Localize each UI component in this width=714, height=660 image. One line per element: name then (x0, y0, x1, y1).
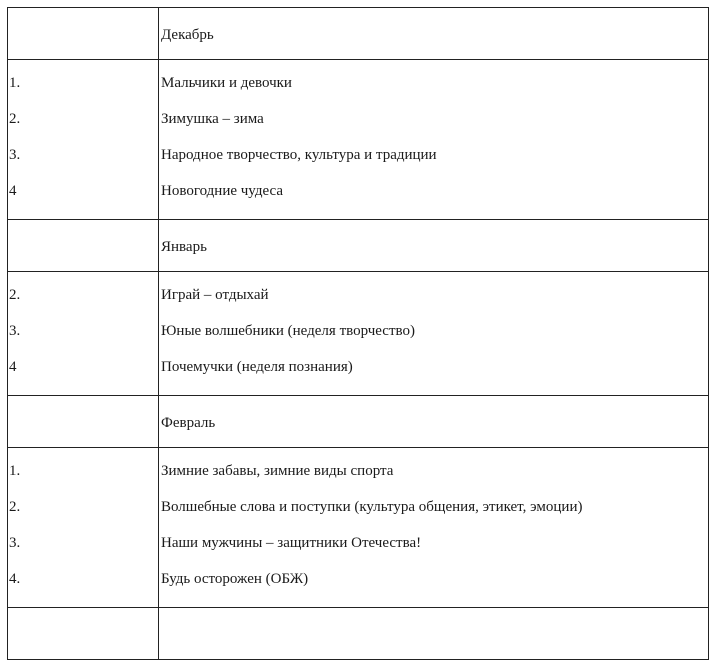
month-row-february (8, 396, 709, 448)
item-topics-cell (159, 448, 709, 608)
item-numbers-cell (8, 448, 159, 608)
item-number: 3. (9, 147, 21, 163)
month-label: Декабрь (161, 27, 214, 43)
item-topic: Наши мужчины – защитники Отечества! (161, 535, 422, 551)
month-number-cell (8, 8, 159, 60)
item-numbers-cell (8, 60, 159, 220)
item-topic: Мальчики и девочки (161, 75, 292, 91)
month-label: Февраль (161, 415, 216, 431)
item-number: 3. (9, 323, 21, 339)
next-number-cell (8, 608, 159, 660)
month-cell (159, 220, 709, 272)
item-number: 1. (9, 463, 21, 479)
item-topic: Новогодние чудеса (161, 183, 284, 199)
items-block-december (8, 60, 709, 220)
item-number: 4 (9, 359, 17, 375)
item-topic: Будь осторожен (ОБЖ) (161, 571, 309, 587)
items-block-january (8, 272, 709, 396)
item-topic: Играй – отдыхай (161, 287, 269, 303)
next-row (8, 608, 709, 660)
item-topic: Почемучки (неделя познания) (161, 359, 353, 375)
item-number: 1. (9, 75, 21, 91)
themes-table (7, 7, 709, 660)
item-numbers-cell (8, 272, 159, 396)
item-topic: Зимние забавы, зимние виды спорта (161, 463, 394, 479)
month-row-december (8, 8, 709, 60)
month-number-cell (8, 220, 159, 272)
month-cell (159, 8, 709, 60)
item-number: 2. (9, 111, 21, 127)
item-number: 4. (9, 571, 21, 587)
item-number: 2. (9, 287, 21, 303)
item-number: 3. (9, 535, 21, 551)
item-topic: Юные волшебники (неделя творчество) (161, 323, 415, 339)
item-topics-cell (159, 60, 709, 220)
items-block-february (8, 448, 709, 608)
item-number: 2. (9, 499, 21, 515)
month-number-cell (8, 396, 159, 448)
month-label: Январь (161, 239, 207, 255)
item-topic: Зимушка – зима (161, 111, 264, 127)
item-topics-cell (159, 272, 709, 396)
item-topic: Волшебные слова и поступки (культура общения, этикет, эмоции) (161, 499, 583, 515)
month-cell (159, 396, 709, 448)
next-cell (159, 608, 709, 660)
item-topic: Народное творчество, культура и традиции (161, 147, 437, 163)
month-row-january (8, 220, 709, 272)
item-number: 4 (9, 183, 17, 199)
